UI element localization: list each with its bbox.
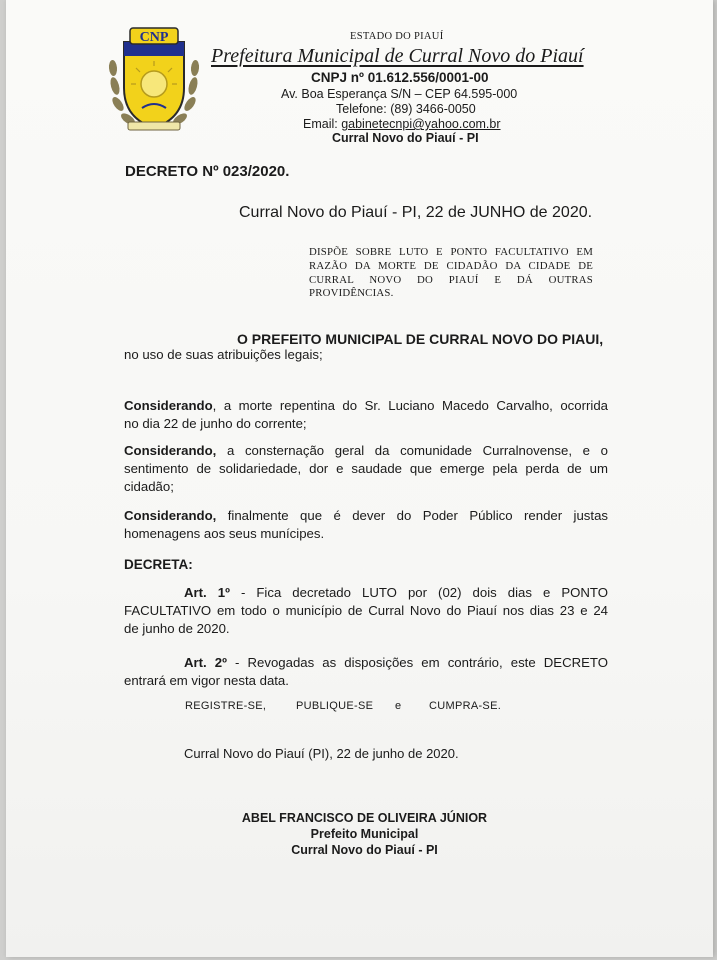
email-label: Email: [303, 117, 342, 131]
document-page [6, 0, 713, 957]
place-date: Curral Novo do Piauí - PI, 22 de JUNHO de 2020. [239, 204, 593, 221]
state-name: ESTADO DO PIAUÍ [350, 31, 444, 42]
considerando-2 [124, 442, 608, 496]
email-line [303, 117, 501, 131]
considerando-text: sentimento de solidariedade, dor e saudade que emerge pela perda de um [124, 461, 608, 476]
article-1 [124, 584, 608, 638]
decree-number: DECRETO Nº 023/2020. [125, 163, 290, 180]
phone: Telefone: (89) 3466-0050 [336, 102, 476, 116]
ementa [309, 246, 593, 301]
preamble-text: no uso de suas atribuições legais; [124, 347, 323, 362]
mayor-title: O PREFEITO MUNICIPAL DE CURRAL NOVO DO PIAUI, [237, 331, 604, 347]
municipal-seal-logo [106, 26, 202, 136]
seal-lettering: CNP [139, 30, 169, 45]
article-label: Art. 1º [184, 585, 230, 600]
signatory-role: Prefeito Municipal [310, 827, 419, 841]
ementa-line: CURRAL NOVO DO PIAUÍ E DÁ OUTRAS [309, 273, 593, 286]
considerando-3 [124, 507, 608, 543]
publique-se: PUBLIQUE-SE [296, 700, 374, 712]
considerando-text: finalmente que é dever do Poder Público render justas [216, 508, 608, 523]
article-text: - Fica decretado LUTO por (02) dois dias e PONTO [229, 585, 608, 600]
signatory-city: Curral Novo do Piauí - PI [291, 843, 438, 857]
ementa-line: DISPÕE SOBRE LUTO E PONTO FACULTATIVO EM [309, 246, 593, 258]
article-2 [124, 654, 608, 690]
ementa-line: PROVIDÊNCIAS. [309, 287, 394, 300]
ementa-line: RAZÃO DA MORTE DE CIDADÃO DA CIDADE DE [309, 259, 593, 272]
registre-se: REGISTRE-SE, [185, 700, 267, 712]
considerando-text: a consternação geral da comunidade Curralnovense, e o [216, 443, 608, 458]
decreta-heading: DECRETA: [124, 557, 193, 572]
considerando-label: Considerando, [124, 508, 217, 523]
considerando-1 [124, 397, 608, 433]
cnpj: CNPJ nº 01.612.556/0001-00 [311, 70, 489, 85]
header-city: Curral Novo do Piauí - PI [332, 131, 479, 145]
article-text: entrará em vigor nesta data. [124, 673, 289, 688]
article-text: de junho de 2020. [124, 621, 230, 636]
signatory-name: ABEL FRANCISCO DE OLIVEIRA JÚNIOR [241, 811, 488, 825]
considerando-label: Considerando, [124, 443, 217, 458]
registre-conjunction: e [395, 700, 402, 712]
address: Av. Boa Esperança S/N – CEP 64.595-000 [281, 87, 518, 101]
closing-date: Curral Novo do Piauí (PI), 22 de junho de 2020. [184, 746, 459, 761]
article-label: Art. 2º [184, 655, 227, 670]
email-link[interactable]: gabinetecnpi@yahoo.com.br [341, 117, 501, 131]
considerando-text: cidadão; [124, 479, 174, 494]
article-text: FACULTATIVO em todo o município de Curral Novo do Piauí nos dias 23 e 24 [124, 603, 608, 618]
considerando-text: , a morte repentina do Sr. Luciano Macedo Carvalho, ocorrida [212, 398, 608, 413]
considerando-text: no dia 22 de junho do corrente; [124, 416, 307, 431]
cumpra-se: CUMPRA-SE. [429, 700, 502, 712]
considerando-label: Considerando [124, 398, 213, 413]
considerando-text: homenagens aos seus munícipes. [124, 526, 325, 541]
article-text: - Revogadas as disposições em contrário, este DECRETO [226, 655, 608, 670]
prefeitura-title: Prefeitura Municipal de Curral Novo do Piauí [211, 45, 584, 67]
